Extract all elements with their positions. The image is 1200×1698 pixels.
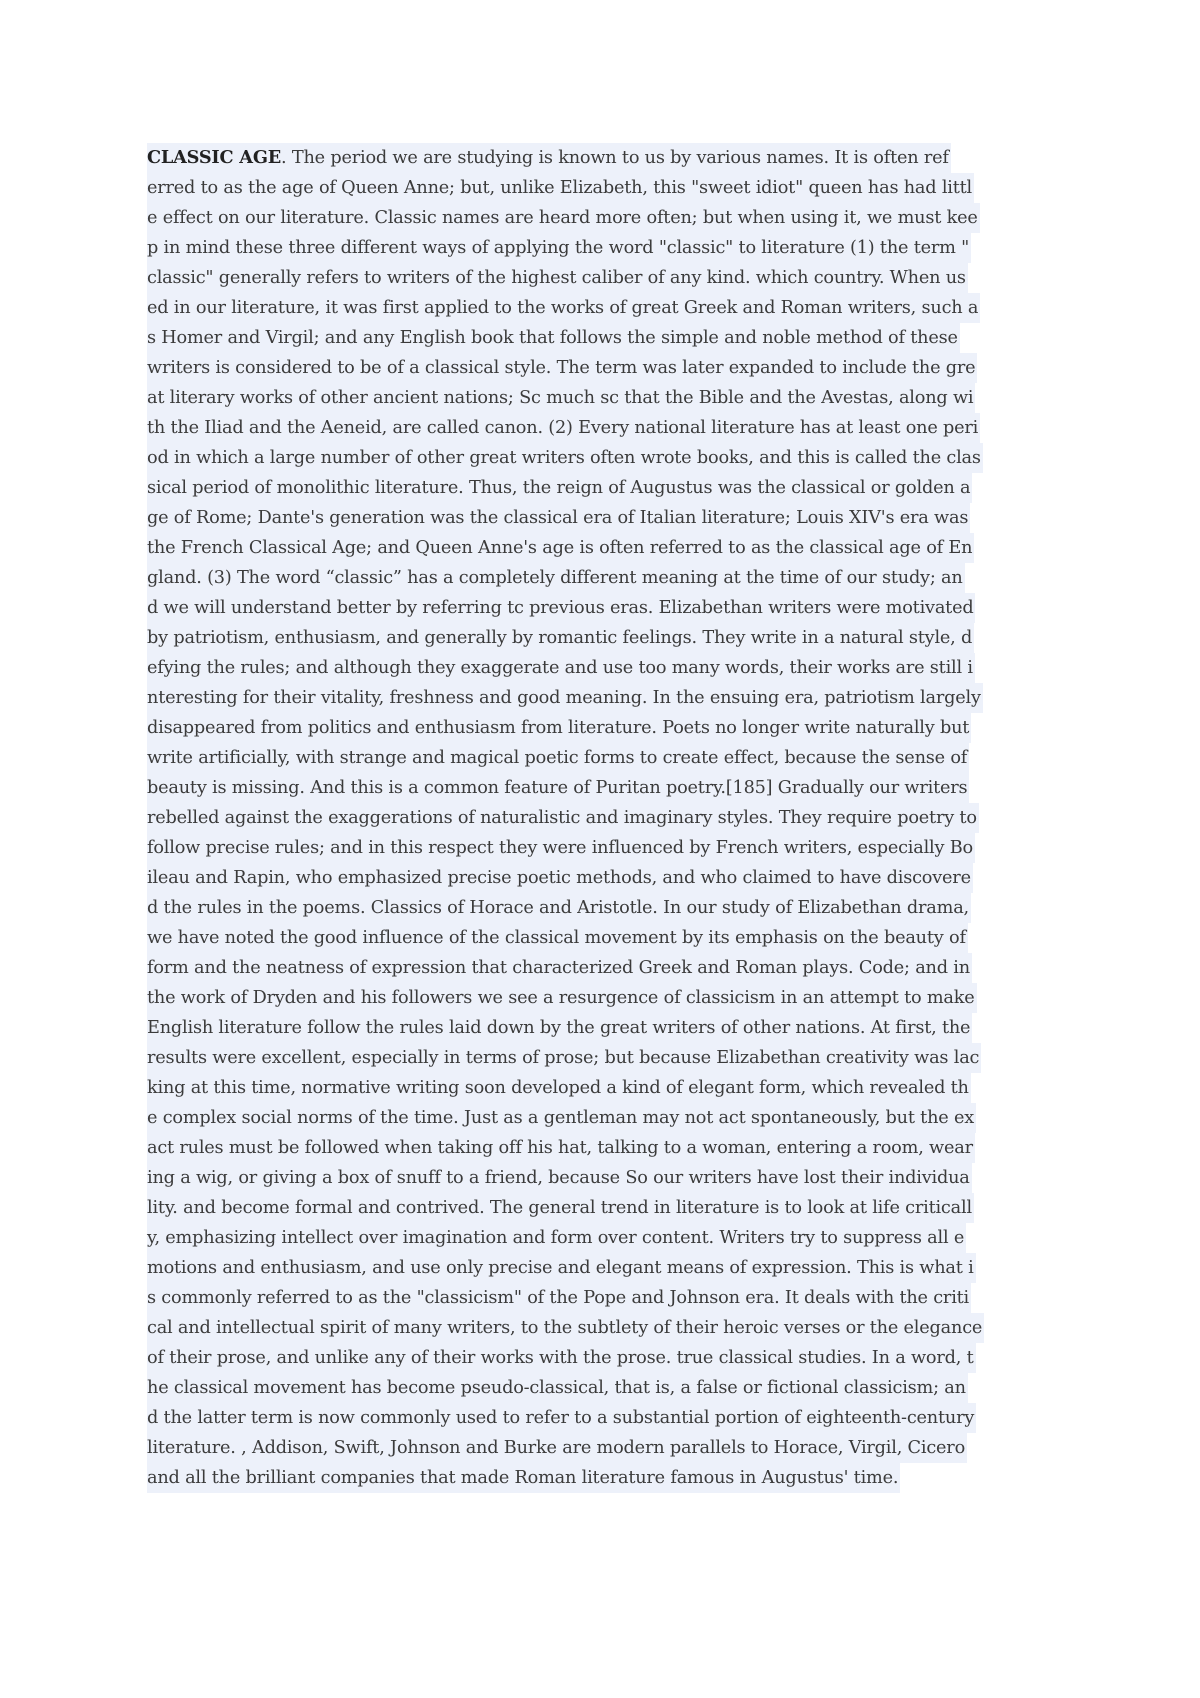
text-line: s commonly referred to as the "classicism" of the Pope and Johnson era. It deals with the criti: [147, 1283, 971, 1313]
text-line: king at this time, normative writing soon developed a kind of elegant form, which revealed th: [147, 1073, 971, 1103]
text-line: form and the neatness of expression that characterized Greek and Roman plays. Code; and in: [147, 953, 972, 983]
text-line: [147, 143, 951, 173]
text-line: cal and intellectual spirit of many writers, to the subtlety of their heroic verses or the elegance: [147, 1313, 984, 1343]
text-line: motions and enthusiasm, and use only precise and elegant means of expression. This is what i: [147, 1253, 976, 1283]
text-line: d we will understand better by referring tc previous eras. Elizabethan writers were motivated: [147, 593, 975, 623]
text-line: the work of Dryden and his followers we see a resurgence of classicism in an attempt to make: [147, 983, 977, 1013]
text-line: results were excellent, especially in terms of prose; but because Elizabethan creativity was lac: [147, 1043, 981, 1073]
text-line: by patriotism, enthusiasm, and generally by romantic feelings. They write in a natural style, d: [147, 623, 974, 653]
text-line: at literary works of other ancient nations; Sc much sc that the Bible and the Avestas, along wi: [147, 383, 975, 413]
text-line: erred to as the age of Queen Anne; but, unlike Elizabeth, this "sweet idiot" queen has had littl: [147, 173, 974, 203]
text-line: and all the brilliant companies that made Roman literature famous in Augustus' time.: [147, 1463, 900, 1493]
text-line: ed in our literature, it was first applied to the works of great Greek and Roman writers, such a: [147, 293, 980, 323]
text-line: of their prose, and unlike any of their works with the prose. true classical studies. In a word, t: [147, 1343, 976, 1373]
text-line: p in mind these three different ways of applying the word "classic" to literature (1) the term ": [147, 233, 971, 263]
text-line: rebelled against the exaggerations of naturalistic and imaginary styles. They require poetry to: [147, 803, 979, 833]
text-line: d the rules in the poems. Classics of Horace and Aristotle. In our study of Elizabethan drama,: [147, 893, 971, 923]
text-line: literature. , Addison, Swift, Johnson and Burke are modern parallels to Horace, Virgil, Cicero: [147, 1433, 967, 1463]
text-line: disappeared from politics and enthusiasm from literature. Poets no longer write naturally but: [147, 713, 971, 743]
text-line: th the Iliad and the Aeneid, are called canon. (2) Every national literature has at least one peri: [147, 413, 980, 443]
first-line-text: . The period we are studying is known to us by various names. It is often ref: [281, 148, 949, 168]
text-line: classic" generally refers to writers of the highest caliber of any kind. which country. When us: [147, 263, 968, 293]
section-heading: CLASSIC AGE: [147, 147, 282, 168]
text-line: e complex social norms of the time. Just as a gentleman may not act spontaneously, but the ex: [147, 1103, 976, 1133]
text-line: act rules must be followed when taking off his hat, talking to a woman, entering a room, wear: [147, 1133, 975, 1163]
text-line: nteresting for their vitality, freshness and good meaning. In the ensuing era, patriotism largely: [147, 683, 983, 713]
text-line: the French Classical Age; and Queen Anne's age is often referred to as the classical age of En: [147, 533, 974, 563]
text-line: ing a wig, or giving a box of snuff to a friend, because So our writers have lost their individua: [147, 1163, 972, 1193]
text-line: ge of Rome; Dante's generation was the classical era of Italian literature; Louis XIV's era was: [147, 503, 970, 533]
text-line: we have noted the good influence of the classical movement by its emphasis on the beauty of: [147, 923, 968, 953]
text-line: ileau and Rapin, who emphasized precise poetic methods, and who claimed to have discovere: [147, 863, 973, 893]
text-line: gland. (3) The word “classic” has a completely different meaning at the time of our study; an: [147, 563, 965, 593]
text-line: e effect on our literature. Classic names are heard more often; but when using it, we must kee: [147, 203, 980, 233]
text-line: y, emphasizing intellect over imagination and form over content. Writers try to suppress all e: [147, 1223, 966, 1253]
text-line: follow precise rules; and in this respect they were influenced by French writers, especially Bo: [147, 833, 975, 863]
text-line: efying the rules; and although they exaggerate and use too many words, their works are still i: [147, 653, 975, 683]
text-line: beauty is missing. And this is a common feature of Puritan poetry.[185] Gradually our writers: [147, 773, 969, 803]
text-line: sical period of monolithic literature. Thus, the reign of Augustus was the classical or golden a: [147, 473, 972, 503]
text-line: od in which a large number of other great writers often wrote books, and this is called the clas: [147, 443, 983, 473]
text-line: English literature follow the rules laid down by the great writers of other nations. At first, the: [147, 1013, 972, 1043]
text-line: write artificially, with strange and magical poetic forms to create effect, because the sense of: [147, 743, 969, 773]
text-line: writers is considered to be of a classical style. The term was later expanded to include the gre: [147, 353, 977, 383]
text-line: he classical movement has become pseudo-classical, that is, a false or fictional classicism; an: [147, 1373, 968, 1403]
text-line: d the latter term is now commonly used to refer to a substantial portion of eighteenth-century: [147, 1403, 976, 1433]
text-line: s Homer and Virgil; and any English book that follows the simple and noble method of these: [147, 323, 960, 353]
body-paragraph: [147, 143, 1067, 1493]
text-line: lity. and become formal and contrived. The general trend in literature is to look at life criticall: [147, 1193, 974, 1223]
